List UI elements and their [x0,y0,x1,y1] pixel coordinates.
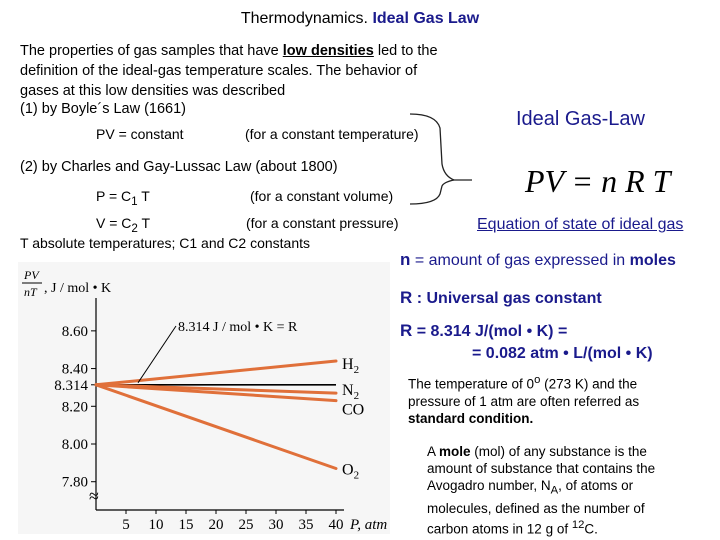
boyle-formula: PV = constant [96,126,184,142]
mole-text: , of atoms or [558,478,634,493]
y-tick-label: 8.20 [61,399,88,416]
x-tick-label: 35 [298,517,314,533]
x-tick-label: 15 [178,517,194,533]
mole-note [427,443,717,537]
y-label-numerator: PV [24,268,39,282]
x-tick-label: 25 [238,517,254,533]
r-text: : Universal gas constant [412,290,602,307]
law-p-rhs: T [137,188,150,204]
r-value-2: = 0.082 atm • L/(mol • K) [472,345,653,362]
y-tick-label: 8.60 [61,323,88,340]
x-tick-label: 30 [268,517,284,533]
mole-bold: mole [439,444,471,459]
brace-connector [410,108,480,208]
page-title [0,10,720,28]
r-value-line-1 [400,321,567,341]
mole-line-4: molecules, defined as the number of [427,500,645,516]
law-v-lhs: V = C [96,215,132,231]
axis-break-icon: ≈ [89,485,99,506]
standard-condition-bold: standard condition. [408,410,534,426]
x-axis-label: P, atm [350,517,388,533]
n-symbol: n [400,250,411,269]
n-definition [400,250,676,270]
mole-line-5 [427,517,717,538]
avogadro-sub: A [550,484,559,497]
chart-background [18,262,390,534]
mole-text: (mol) of any substance is the [470,444,647,459]
intro-line-4: (1) by Boyle´s Law (1661) [20,101,187,117]
y-tick-label: 7.80 [61,474,88,491]
mole-text: carbon atoms in 12 g of [427,521,572,537]
ideal-law-heading: Ideal Gas-Law [516,108,645,130]
law-p-formula [96,188,150,208]
r-value-line-2 [472,345,653,363]
y-tick-label: 8.00 [61,437,88,453]
law-v-sub: 2 [131,221,138,235]
boyle-condition: (for a constant temperature) [245,126,419,142]
r-symbol: R [400,288,413,307]
x-tick-label: 20 [208,517,224,533]
r-annotation: 8.314 J / mol • K = R [178,320,298,335]
equation-caption: Equation of state of ideal gas [477,216,684,233]
constants-note: T absolute temperatures; C1 and C2 constants [20,235,311,251]
n-text: = amount of gas expressed in [410,252,630,269]
standard-line-2: pressure of 1 atm are often referred as [408,393,640,409]
series-label-o2: $O_2$ [342,461,360,482]
standard-line-1 [408,372,708,393]
low-densities-emphasis: low densities [282,43,374,59]
degree-sup: o [534,374,541,386]
y-label-denominator: nT [24,285,37,299]
r-value-1: = 8.314 J/(mol • K) = [412,323,568,340]
intro-text: led to the [373,43,438,59]
mole-text: Avogadro number, N [427,478,551,493]
pv-nt-chart [18,262,390,534]
series-label-h2: $H_2$ [342,356,360,377]
intro-text: The properties of gas samples that have [20,43,283,59]
y-tick-label: 8.314 [54,377,88,394]
mole-line-1 [427,443,717,460]
series-label-n2: $N_2$ [342,382,360,403]
x-tick-label: 40 [328,517,344,533]
standard-text: The temperature of 0 [408,376,535,392]
mole-text: C. [584,521,598,537]
n-moles: moles [629,252,676,269]
charles-heading: (2) by Charles and Gay-Lussac Law (about 1800) [20,159,338,175]
law-v-formula [96,215,150,235]
mole-line-2: amount of substance that contains the [427,461,656,476]
standard-line-3 [408,410,708,427]
law-v-rhs: T [137,215,151,231]
law-v-condition: (for a constant pressure) [246,215,399,231]
law-p-sub: 1 [131,194,138,208]
title-accent: Ideal Gas Law [372,10,480,27]
law-p-lhs: P = C [96,188,132,204]
standard-condition-note [408,372,708,427]
y-label-unit: , J / mol • K [44,281,112,296]
standard-text: (273 K) and the [540,376,638,392]
r-definition [400,288,602,308]
title-main: Thermodynamics. [240,10,368,27]
law-p-condition: (for a constant volume) [250,188,394,204]
ideal-law-equation: PV = n R T [525,163,671,199]
intro-line-2: definition of the ideal-gas temperature scales. The behavior of [20,63,418,79]
intro-line-1 [20,42,438,60]
carbon-sup: 12 [571,518,585,531]
x-tick-label: 5 [122,517,130,533]
mole-line-3 [427,477,717,500]
r-value-symbol: R [400,321,413,340]
intro-line-3: gases at this low densities was described [20,83,286,99]
x-tick-label: 10 [148,517,164,533]
mole-text: A [427,444,440,459]
series-label-co: CO [342,401,365,419]
y-tick-label: 8.40 [61,361,88,378]
